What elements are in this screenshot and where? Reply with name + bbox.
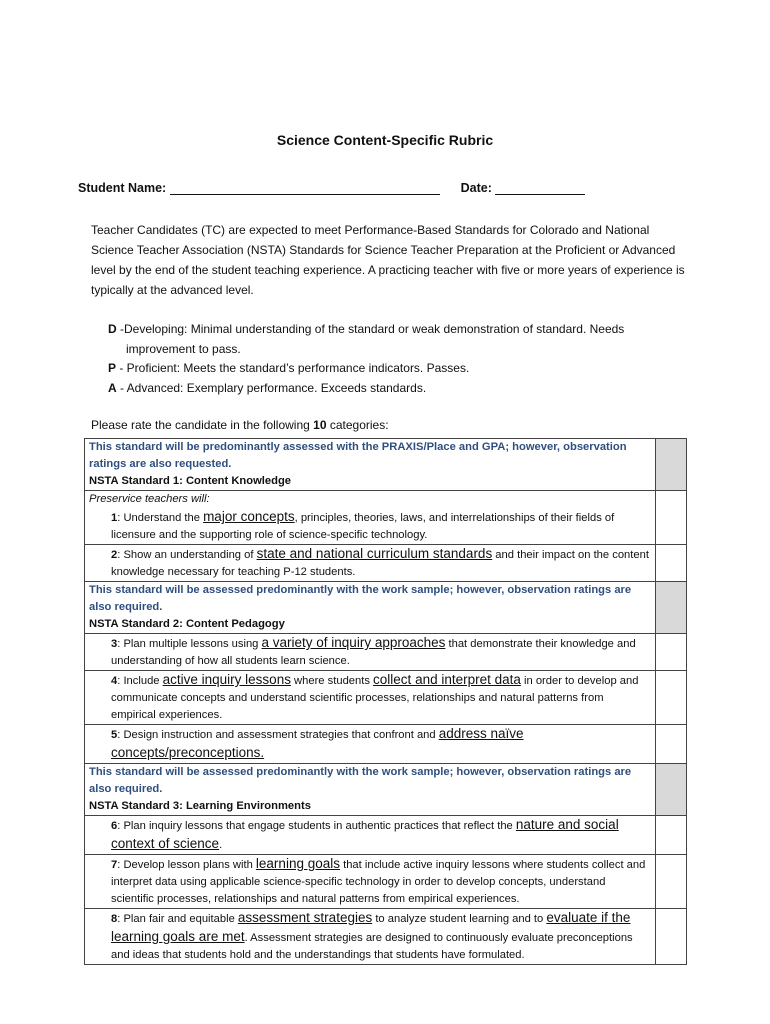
indicator-row (85, 671, 687, 725)
indicator-emphasis: major concepts (203, 509, 295, 524)
rating-cell[interactable] (656, 491, 687, 545)
indicator-part: . Assessment strategies are designed to continuously evaluate preconceptions and ideas that students hold and the understandings that students have formulated. (111, 932, 633, 961)
rating-cell[interactable] (656, 634, 687, 671)
level-item (108, 379, 683, 399)
indicator-part: , principles, theories, laws, and interrelationships of their fields of licensure and the supporting role of science-specific technology. (111, 512, 615, 541)
level-letter: P (108, 361, 117, 375)
level-text: -Developing: Minimal understanding of the standard or weak demonstration of standard. Needs improvement to pass. (116, 322, 625, 356)
date-field[interactable] (495, 181, 585, 195)
standard-name: NSTA Standard 1: Content Knowledge (89, 475, 291, 487)
indicator-part: : Plan multiple lessons using (117, 638, 262, 650)
indicator-row (85, 909, 687, 965)
indicator-row (85, 816, 687, 855)
indicator-number: 5 (111, 729, 118, 741)
level-text: - Advanced: Exemplary performance. Exceeds standards. (116, 380, 427, 395)
standard-header-cell (85, 764, 656, 816)
rating-cell[interactable] (656, 855, 687, 909)
student-info-row (78, 181, 585, 195)
indicator-emphasis: nature and social context of science (111, 817, 619, 851)
prompt-text: Please rate the candidate in the following (91, 418, 314, 432)
assessment-note: This standard will be predominantly assessed with the PRAXIS/Place and GPA; however, observation ratings are also requested. (89, 441, 627, 470)
indicator-part: and their impact on the content knowledge necessary for teaching P-12 students. (111, 549, 649, 578)
indicator-emphasis: collect and interpret data (373, 672, 521, 687)
assessment-note: This standard will be assessed predominantly with the work sample; however, observation ratings are also required. (89, 584, 632, 613)
indicator-text (89, 545, 651, 581)
level-item (108, 320, 683, 359)
indicator-emphasis: assessment strategies (237, 910, 373, 925)
indicator-text (89, 671, 651, 724)
indicator-part: : Design instruction and assessment strategies that confront and (117, 729, 439, 741)
indicator-part: to analyze student learning and to (372, 913, 547, 925)
rubric-table (84, 438, 687, 965)
indicator-part: : Include (117, 675, 163, 687)
page-title: Science Content-Specific Rubric (276, 132, 494, 148)
indicator-row (85, 725, 687, 764)
indicator-text (89, 909, 651, 964)
indicator-emphasis: state and national curriculum standards (256, 546, 493, 561)
indicator-text (89, 816, 651, 854)
indicator-part: where students (290, 675, 374, 687)
level-text: - Proficient: Meets the standard’s performance indicators. Passes. (116, 361, 470, 375)
student-name-field[interactable] (170, 181, 440, 195)
indicator-row (85, 634, 687, 671)
rating-cell[interactable] (656, 725, 687, 764)
indicator-emphasis: address naïve concepts/preconceptions. (111, 726, 524, 760)
assessment-note: This standard will be assessed predominantly with the work sample; however, observation ratings are also required. (89, 766, 632, 795)
indicator-number: 2 (111, 549, 118, 561)
indicator-number: 6 (111, 820, 118, 832)
indicator-text (89, 508, 651, 544)
rating-prompt (91, 418, 389, 432)
rating-cell[interactable] (656, 816, 687, 855)
indicator-number: 4 (111, 675, 118, 687)
rating-cell[interactable] (656, 671, 687, 725)
indicator-number: 8 (111, 913, 118, 925)
indicator-part: . (219, 839, 223, 851)
level-letter: D (108, 322, 117, 336)
standard-header-row (85, 439, 687, 491)
standard-header-cell (85, 439, 656, 491)
rating-cell[interactable] (656, 545, 687, 582)
rating-levels (108, 320, 683, 398)
indicator-text (89, 725, 651, 763)
indicator-row (85, 855, 687, 909)
indicator-number: 7 (111, 859, 118, 871)
rating-cell-header (656, 439, 687, 491)
rating-cell[interactable] (656, 909, 687, 965)
indicator-emphasis: active inquiry lessons (162, 672, 291, 687)
date-label: Date: (460, 181, 492, 195)
indicator-part: : Understand the (117, 512, 204, 524)
indicator-number: 3 (111, 638, 118, 650)
indicator-part: : Show an understanding of (117, 549, 257, 561)
indicator-part: in order to develop and communicate concepts and understand scientific processes, relationships and natural patterns from empirical experiences. (111, 675, 639, 721)
indicator-part: : Plan fair and equitable (117, 913, 238, 925)
indicator-number: 1 (111, 512, 118, 524)
indicator-emphasis: evaluate if the learning goals are met (111, 910, 631, 944)
indicator-text (89, 634, 651, 670)
indicator-part: that include active inquiry lessons where students collect and interpret data using applicable science-specific technology in order to develop concepts, understand scientific processes, relationships and natural patterns from empirical experiences. (111, 859, 646, 905)
indicator-part: that demonstrate their knowledge and understanding of how all students learn science. (111, 638, 636, 667)
indicator-row (85, 491, 687, 545)
category-count: 10 (313, 418, 327, 432)
standard-header-row (85, 582, 687, 634)
intro-paragraph: Teacher Candidates (TC) are expected to meet Performance-Based Standards for Colorado and National Science Teacher Association (NSTA) Standards for Science Teacher Preparation at the Proficient or Advanced level by the end of the student teaching experience. A practicing teacher with five or more years of experience is typically at the advanced level. (91, 223, 685, 297)
standard-subheading: Preservice teachers will: (89, 493, 210, 505)
student-name-label: Student Name: (78, 181, 167, 195)
level-letter: A (108, 380, 117, 395)
indicator-emphasis: a variety of inquiry approaches (261, 635, 446, 650)
level-item (108, 359, 683, 379)
indicator-part: : Plan inquiry lessons that engage students in authentic practices that reflect the (117, 820, 516, 832)
standard-header-row (85, 764, 687, 816)
prompt-text-end: categories: (326, 418, 389, 432)
standard-name: NSTA Standard 2: Content Pedagogy (89, 618, 285, 630)
indicator-text (89, 855, 651, 908)
indicator-part: : Develop lesson plans with (117, 859, 256, 871)
standard-header-cell (85, 582, 656, 634)
indicator-emphasis: learning goals (255, 856, 340, 871)
rating-cell-header (656, 764, 687, 816)
standard-name: NSTA Standard 3: Learning Environments (89, 800, 311, 812)
rating-cell-header (656, 582, 687, 634)
indicator-row (85, 545, 687, 582)
